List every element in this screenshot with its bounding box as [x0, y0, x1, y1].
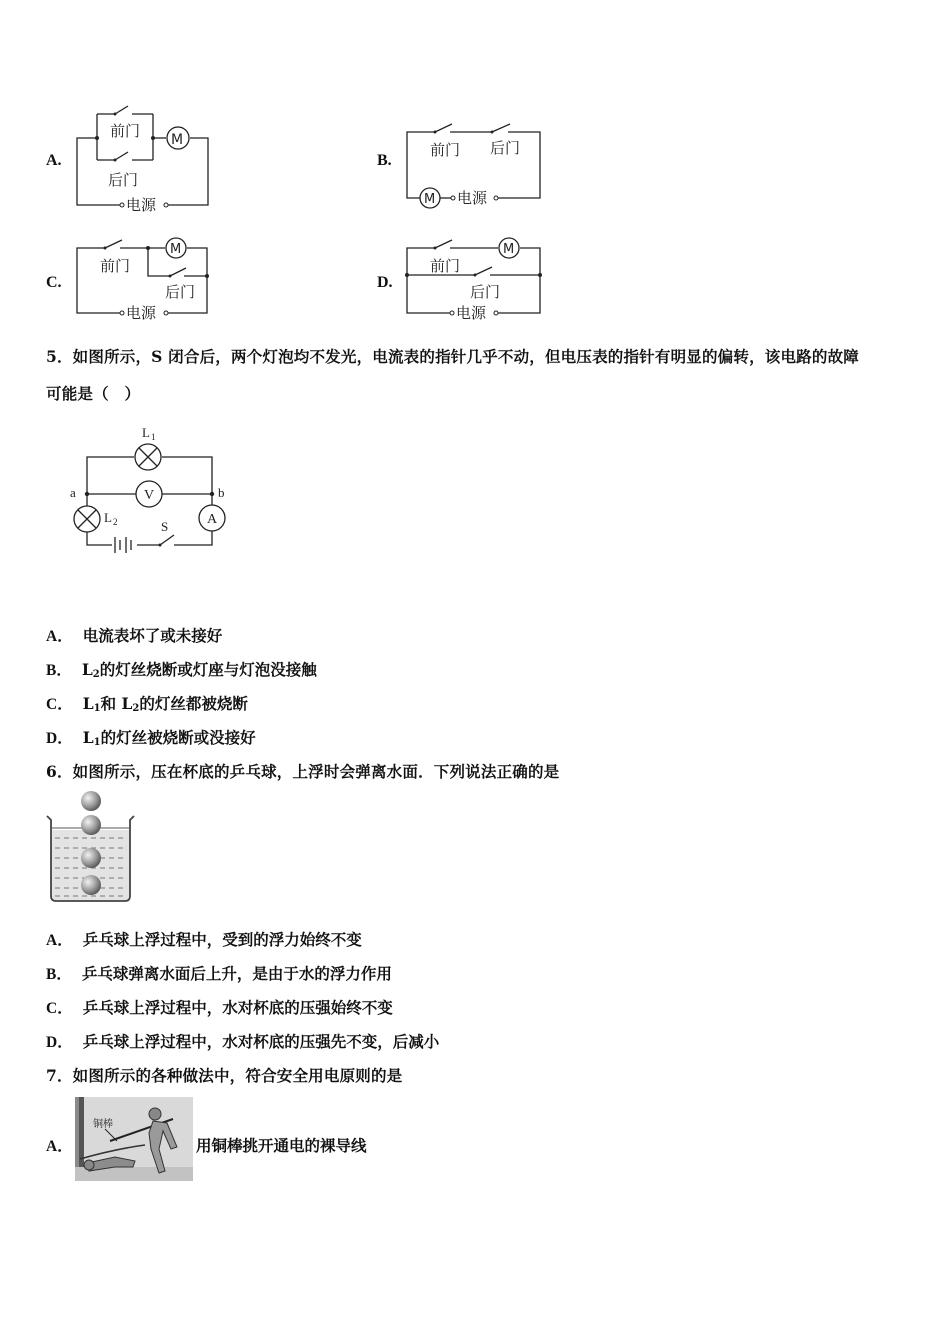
circuit-diagram-b: [400, 115, 550, 215]
q6-choice-d[interactable]: D． 乒乓球上浮过程中，水对杯底的压强先不变，后减小: [46, 1032, 440, 1051]
q6-stem: 6．如图所示，压在杯底的乒乓球，上浮时会弹离水面．下列说法正确的是: [46, 762, 560, 781]
option-c-label[interactable]: C.: [46, 274, 62, 291]
front-door-label-c: 前门: [100, 257, 131, 275]
q7-choice-a[interactable]: A．: [46, 1138, 73, 1155]
option-b-label[interactable]: B.: [377, 152, 392, 169]
l2-label: L: [104, 510, 112, 525]
node-a-label: a: [70, 485, 76, 500]
q7-stem: 7．如图所示的各种做法中，符合安全用电原则的是: [46, 1066, 403, 1085]
q7-choice-a-illustration: [75, 1097, 193, 1181]
back-door-label-b: 后门: [490, 139, 521, 157]
q6-choice-a[interactable]: A． 乒乓球上浮过程中，受到的浮力始终不变: [46, 930, 362, 949]
front-door-label-d: 前门: [430, 257, 461, 275]
motor-label-b: M: [424, 192, 436, 207]
q7-choice-a-text: 用铜棒挑开通电的裸导线: [196, 1136, 367, 1155]
circuit-diagram-c: [70, 233, 215, 328]
q5-stem-line2: 可能是（ ）: [46, 384, 141, 403]
q6-beaker-figure: [44, 788, 139, 906]
back-door-label-a: 后门: [108, 171, 139, 189]
power-label-c: 电源: [126, 304, 157, 322]
switch-label: S: [161, 519, 169, 534]
q5-stem-line1: 5．如图所示，S 闭合后，两个灯泡均不发光，电流表的指针几乎不动，但电压表的指针有明显的偏转，该电路的故障: [46, 347, 859, 366]
option-d-label[interactable]: D.: [377, 274, 393, 291]
q5-choice-c[interactable]: C． $L_1$和 $L_2$的灯丝都被烧断: [46, 694, 248, 714]
q6-choice-b[interactable]: B． 乒乓球弹离水面后上升，是由于水的浮力作用: [46, 964, 392, 983]
back-door-label-d: 后门: [470, 283, 501, 301]
q6-choice-c[interactable]: C． 乒乓球上浮过程中，水对杯底的压强始终不变: [46, 998, 393, 1017]
l1-subscript: 1: [151, 432, 156, 442]
front-door-label-b: 前门: [430, 141, 461, 159]
circuit-diagram-a: [70, 100, 215, 215]
ammeter-label: A: [207, 512, 218, 527]
back-door-label-c: 后门: [165, 283, 196, 301]
q5-choice-d[interactable]: D． $L_1$的灯丝被烧断或没接好: [46, 728, 256, 748]
q5-choice-b[interactable]: B． $L_2$的灯丝烧断或灯座与灯泡没接触: [46, 660, 317, 680]
voltmeter-label: V: [144, 488, 155, 503]
copper-rod-label: 铜棒: [93, 1119, 113, 1130]
l1-label: L: [142, 425, 150, 440]
q5-choice-a[interactable]: A． 电流表坏了或未接好: [46, 626, 223, 645]
power-label-a: 电源: [126, 196, 157, 214]
l2-subscript: 2: [113, 517, 118, 527]
circuit-diagram-d: [400, 233, 550, 328]
node-b-label: b: [218, 485, 225, 500]
option-a-label[interactable]: A.: [46, 152, 62, 169]
power-label-d: 电源: [456, 304, 487, 322]
power-label-b: 电源: [457, 189, 488, 207]
q5-circuit-diagram: [62, 420, 242, 560]
front-door-label-a: 前门: [110, 122, 141, 140]
motor-label-c: M: [170, 242, 182, 257]
motor-label-d: M: [503, 242, 515, 257]
motor-label-a: M: [171, 132, 184, 148]
